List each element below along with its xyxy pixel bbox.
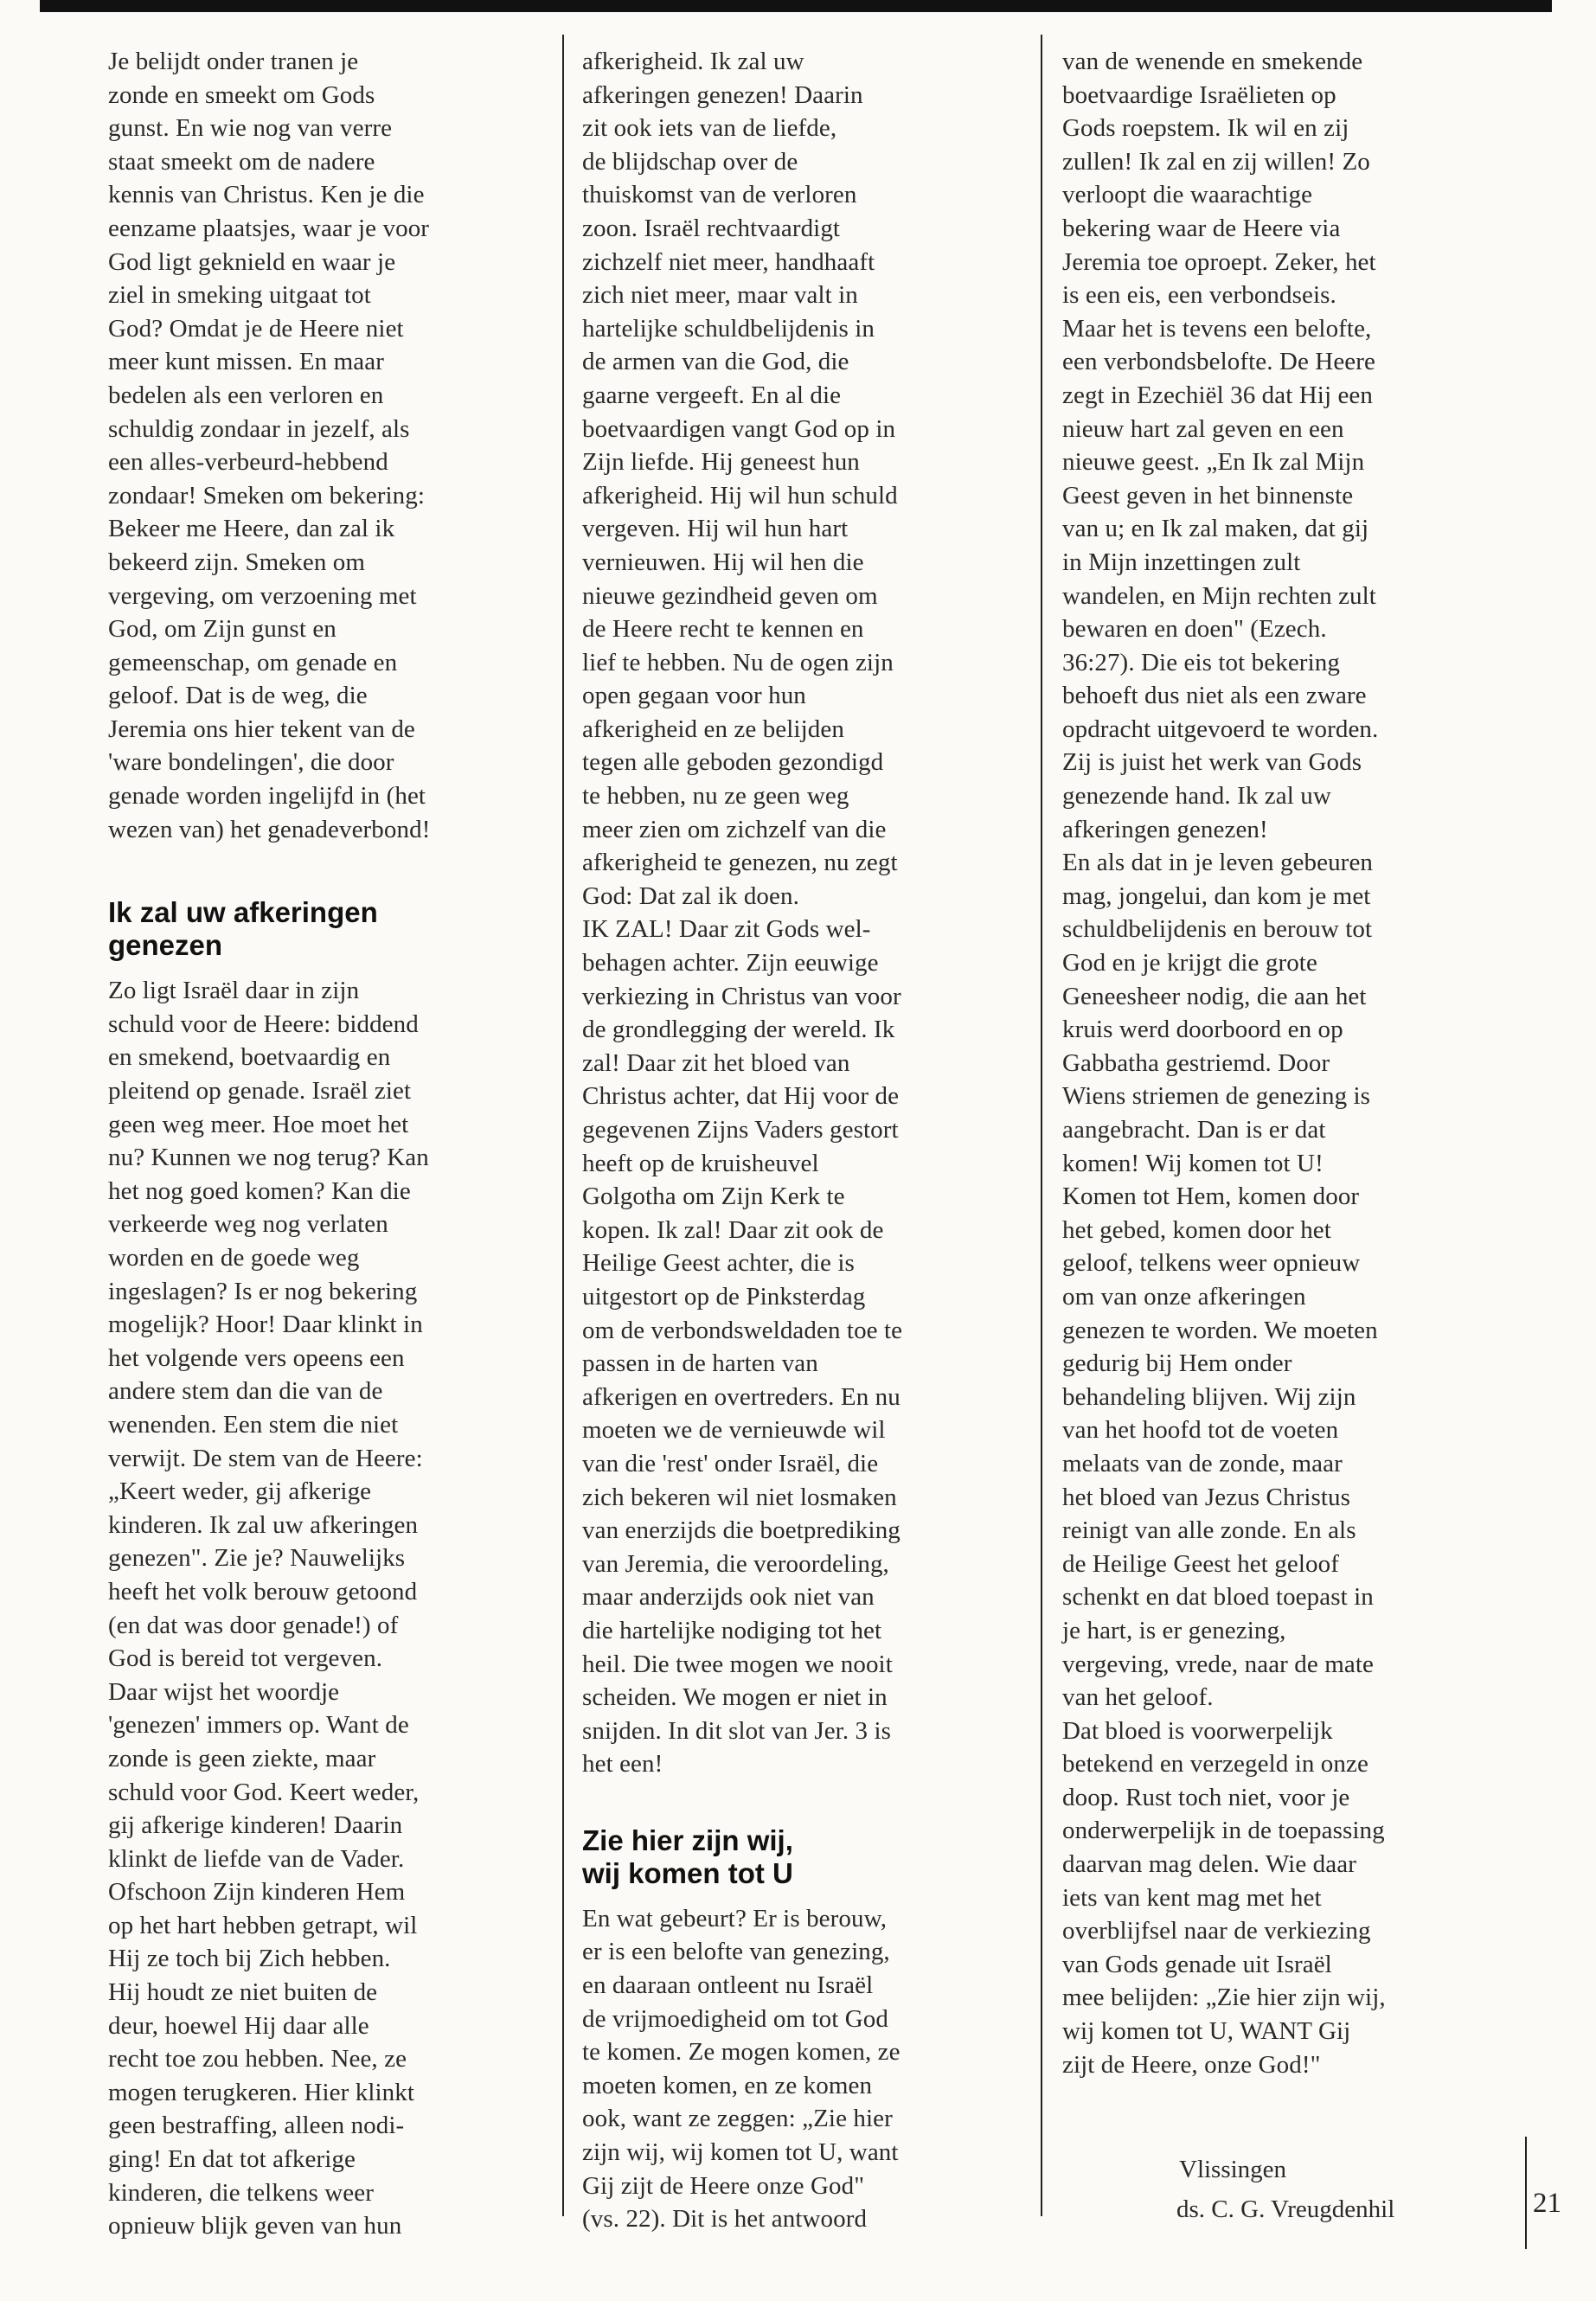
paragraph: afkerigheid. Ik zal uw afkeringen genezen! Daarin zit ook iets van de liefde, de blijdschap over de thuiskomst van de verloren zoon. Israël rechtvaardigt zichzelf niet meer, handhaaft zich niet meer, maar valt in hartelijke schuldbelijdenis in de armen van die God, die gaarne vergeeft. En al die boetvaardigen vangt God op in Zijn liefde. Hij geneest hun afkerigheid. Hij wil hun schuld vergeven. Hij wil hun hart vernieuwen. Hij wil hen die nieuwe gezindheid geven om de Heere recht te kennen en lief te hebben. Nu de ogen zijn open gegaan voor hun afkerigheid en ze belijden tegen alle geboden gezondigd te hebben, nu ze geen weg meer zien om zichzelf van die afkerigheid te genezen, nu zegt God: Dat zal ik doen. IK ZAL! Daar zit Gods wel- behagen achter. Zijn eeuwige verkiezing in Christus van voor de grondlegging der wereld. Ik zal! Daar zit het bloed van Christus achter, dat Hij voor de gegevenen Zijns Vaders gestort heeft op de kruisheuvel Golgotha om Zijn Kerk te kopen. Ik zal! Daar zit ook de Heilige Geest achter, die is uitgestort op de Pinksterdag om de verbondsweldaden toe te passen in de harten van afkerigen en overtreders. En nu moeten we de vernieuwde wil van die 'rest' onder Israël, die zich bekeren wil niet losmaken van enerzijds die boetprediking van Jeremia, die veroordeling, maar anderzijds ook niet van die hartelijke nodiging tot het heil. Die twee mogen we nooit scheiden. We mogen er niet in snijden. In dit slot van Jer. 3 is het een! bbox=[582, 48, 903, 1779]
column-middle bbox=[582, 45, 1023, 2236]
signature-block bbox=[1176, 2150, 1394, 2229]
paragraph: Je belijdt onder tranen je zonde en smeekt om Gods gunst. En wie nog van verre staat smeekt om de nadere kennis van Christus. Ken je die eenzame plaatsjes, waar je voor God ligt geknield en waar je ziel in smeking uitgaat tot God? Omdat je de Heere niet meer kunt missen. En maar bedelen als een verloren en schuldig zondaar in jezelf, als een alles-verbeurd-hebbend zondaar! Smeken om bekering: Bekeer me Heere, dan zal ik bekeerd zijn. Smeken om vergeving, om verzoening met God, om Zijn gunst en gemeenschap, om genade en geloof. Dat is de weg, die Jeremia ons hier tekent van de 'ware bondelingen', die door genade worden ingelijfd in (het wezen van) het genadeverbond! bbox=[108, 48, 431, 843]
top-edge-bar bbox=[40, 0, 1552, 12]
section-heading: Zie hier zijn wij, wij komen tot U bbox=[582, 1823, 793, 1889]
signature-place: Vlissingen bbox=[1179, 2156, 1287, 2183]
column-right bbox=[1062, 45, 1503, 2081]
column-left bbox=[108, 45, 545, 2243]
column-rule bbox=[1041, 35, 1042, 2216]
paragraph: En wat gebeurt? Er is berouw, er is een belofte van genezing, en daaraan ontleent nu Israël de vrijmoedigheid om tot God te komen. Ze mogen komen, ze moeten komen, en ze komen ook, want ze zeggen: „Zie hier zijn wij, wij komen tot U, want Gij zijt de Heere onze God" (vs. 22). Dit is het antwoord bbox=[582, 1904, 901, 2234]
column-rule bbox=[562, 35, 564, 2216]
section-heading: Ik zal uw afkeringen genezen bbox=[108, 896, 378, 962]
page-number-rule bbox=[1525, 2137, 1527, 2249]
paragraph: van de wenende en smekende boetvaardige Israëlieten op Gods roepstem. Ik wil en zij zullen! Ik zal en zij willen! Zo verloopt die waarachtige bekering waar de Heere via Jeremia toe oproept. Zeker, het is een eis, een verbondseis. Maar het is tevens een belofte, een verbondsbelofte. De Heere zegt in Ezechiël 36 dat Hij een nieuw hart zal geven en een nieuwe geest. „En Ik zal Mijn Geest geven in het binnenste van u; en Ik zal maken, dat gij in Mijn inzettingen zult wandelen, en Mijn rechten zult bewaren en doen" (Ezech. 36:27). Die eis tot bekering behoeft dus niet als een zware opdracht uitgevoerd te worden. Zij is juist het werk van Gods genezende hand. Ik zal uw afkeringen genezen! En als dat in je leven gebeuren mag, jongelui, dan kom je met schuldbelijdenis en berouw tot God en je krijgt die grote Geneesheer nodig, die aan het kruis werd doorboord en op Gabbatha gestriemd. Door Wiens striemen de genezing is aangebracht. Dan is er dat komen! Wij komen tot U! Komen tot Hem, komen door het gebed, komen door het geloof, telkens weer opnieuw om van onze afkeringen genezen te worden. We moeten gedurig bij Hem onder behandeling blijven. Wij zijn van het hoofd tot de voeten melaats van de zonde, maar het bloed van Jezus Christus reinigt van alle zonde. En als de Heilige Geest het geloof schenkt en dat bloed toepast in je hart, is er genezing, vergeving, vrede, naar de mate van het geloof. Dat bloed is voorwerpelijk betekend en verzegeld in onze doop. Rust toch niet, voor je onderwerpelijk in de toepassing daarvan mag delen. Wie daar iets van kent mag met het overblijfsel naar de verkiezing van Gods genade uit Israël mee belijden: „Zie hier zijn wij, wij komen tot U, WANT Gij zijt de Heere, onze God!" bbox=[1062, 48, 1386, 2079]
page-number: 21 bbox=[1533, 2188, 1561, 2219]
signature-author: ds. C. G. Vreugdenhil bbox=[1176, 2195, 1395, 2223]
paragraph: Zo ligt Israël daar in zijn schuld voor de Heere: biddend en smekend, boetvaardig en pleitend op genade. Israël ziet geen weg meer. Hoe moet het nu? Kunnen we nog terug? Kan het nog goed komen? Kan die verkeerde weg nog verlaten worden en de goede weg ingeslagen? Is er nog bekering mogelijk? Hoor! Daar klinkt in het volgende vers opeens een andere stem dan die van de wenenden. Een stem die niet verwijt. De stem van de Heere: „Keert weder, gij afkerige kinderen. Ik zal uw afkeringen genezen". Zie je? Nauwelijks heeft het volk berouw getoond (en dat was door genade!) of God is bereid tot vergeven. Daar wijst het woordje 'genezen' immers op. Want de zonde is geen ziekte, maar schuld voor God. Keert weder, gij afkerige kinderen! Daarin klinkt de liefde van de Vader. Ofschoon Zijn kinderen Hem op het hart hebben getrapt, wil Hij ze toch bij Zich hebben. Hij houdt ze niet buiten de deur, hoewel Hij daar alle recht toe zou hebben. Nee, ze mogen terugkeren. Hier klinkt geen bestraffing, alleen nodi- ging! En dat tot afkerige kinderen, die telkens weer opnieuw blijk geven van hun bbox=[108, 977, 429, 2240]
